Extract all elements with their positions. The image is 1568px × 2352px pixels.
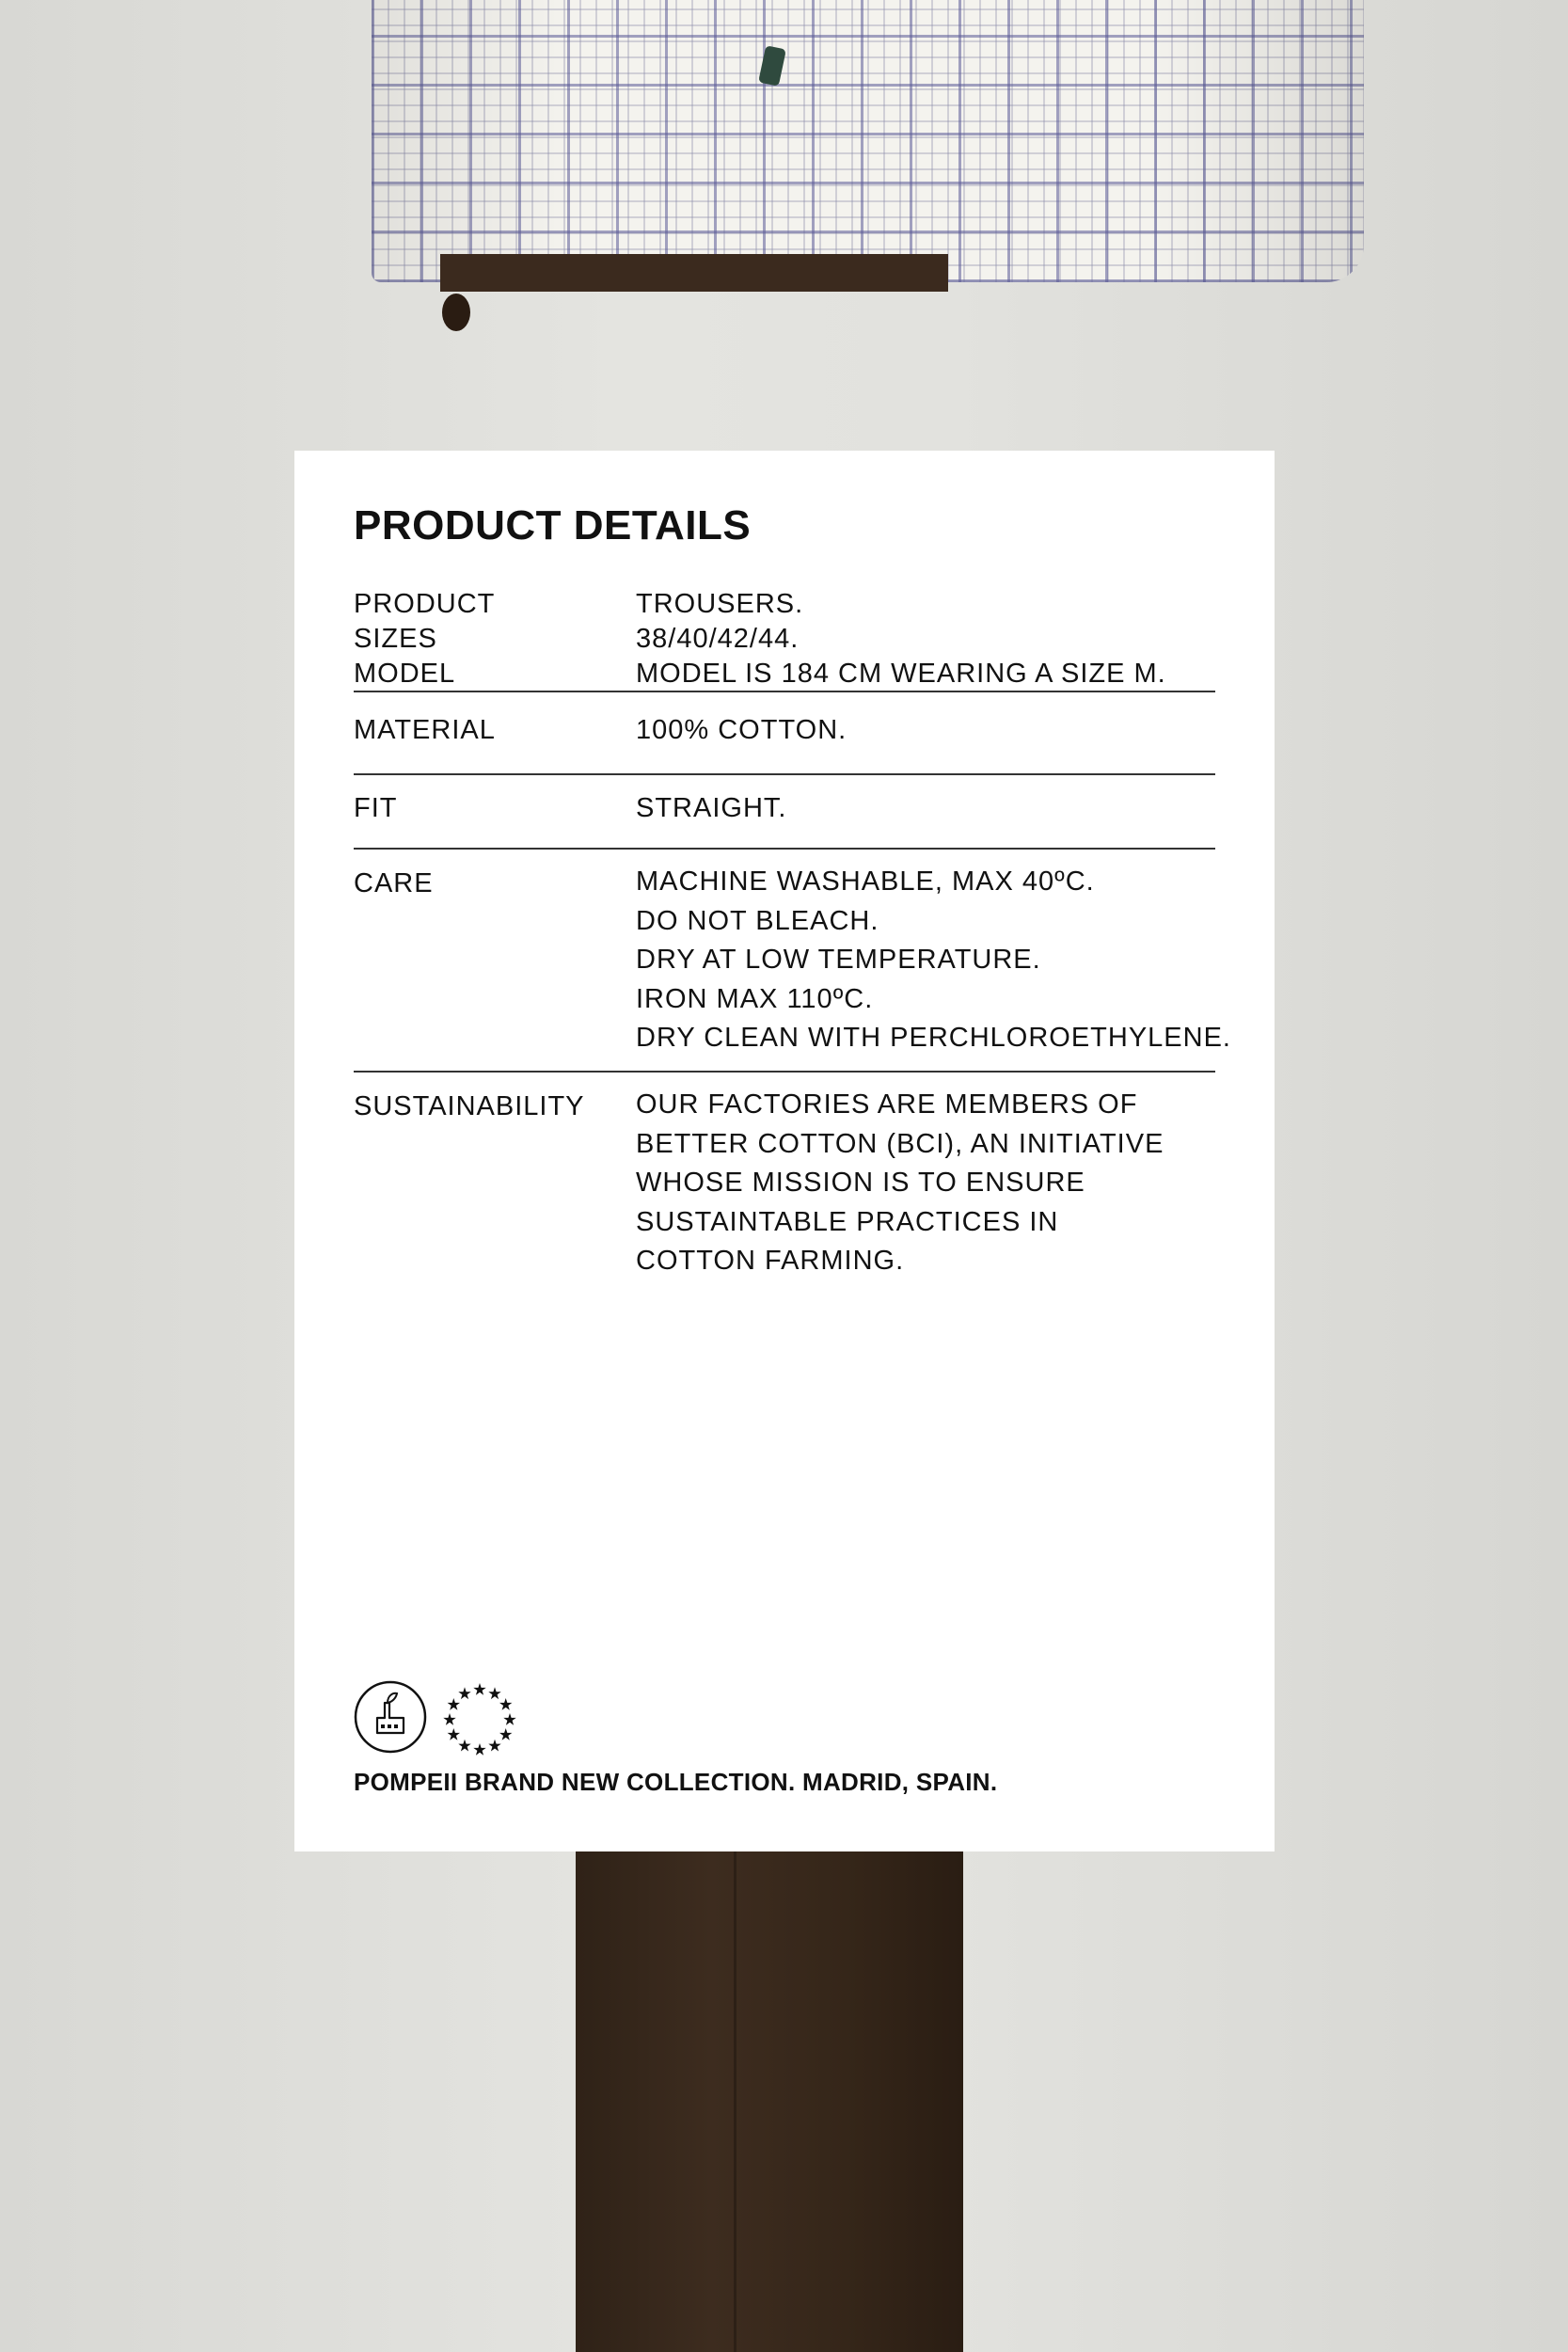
product-details-card (294, 451, 1275, 1851)
factory-icon (354, 1680, 427, 1754)
care-line: DRY AT LOW TEMPERATURE. (636, 945, 1041, 975)
care-label: CARE (354, 868, 434, 898)
sizes-value: 38/40/42/44. (636, 624, 800, 654)
sustainability-label: SUSTAINABILITY (354, 1091, 585, 1121)
sustainability-values (636, 1086, 1219, 1281)
product-value: TROUSERS. (636, 589, 804, 619)
product-label: PRODUCT (354, 589, 496, 619)
care-line: MACHINE WASHABLE, MAX 40ºC. (636, 866, 1095, 897)
care-values (636, 863, 1231, 1058)
fit-label: FIT (354, 793, 398, 823)
sustainability-line: SUSTAINTABLE PRACTICES IN (636, 1206, 1059, 1237)
basic-info-group (354, 587, 1215, 692)
material-row (354, 692, 1215, 775)
model-value: MODEL IS 184 CM WEARING A SIZE M. (636, 659, 1166, 689)
trousers-leg (576, 1844, 963, 2352)
certification-icons (354, 1680, 542, 1756)
care-line: DO NOT BLEACH. (636, 905, 879, 936)
care-row (354, 850, 1231, 1073)
sizes-label: SIZES (354, 624, 437, 654)
trousers-button (442, 294, 470, 331)
material-label: MATERIAL (354, 715, 496, 745)
trousers-waist (440, 254, 948, 292)
card-title: PRODUCT DETAILS (354, 502, 752, 548)
care-line: DRY CLEAN WITH PERCHLOROETHYLENE. (636, 1023, 1231, 1053)
material-value: 100% COTTON. (636, 715, 847, 745)
care-line: IRON MAX 110ºC. (636, 983, 874, 1014)
fit-row (354, 775, 1215, 850)
shirt-shading (372, 0, 1364, 282)
sustainability-line: COTTON FARMING. (636, 1246, 905, 1276)
model-label: MODEL (354, 659, 456, 689)
brand-footer: POMPEII BRAND NEW COLLECTION. MADRID, SPAIN. (354, 1768, 998, 1796)
sustainability-row (354, 1073, 1215, 1298)
sustainability-line: WHOSE MISSION IS TO ENSURE (636, 1168, 1085, 1198)
basic-info-labels (354, 587, 636, 691)
eu-stars-icon (441, 1680, 518, 1757)
sustainability-line: BETTER COTTON (BCI), AN INITIATIVE (636, 1128, 1164, 1159)
fit-value: STRAIGHT. (636, 793, 787, 823)
trousers-crease (734, 1844, 736, 2352)
sustainability-line: OUR FACTORIES ARE MEMBERS OF (636, 1089, 1138, 1120)
basic-info-values (636, 587, 1219, 691)
